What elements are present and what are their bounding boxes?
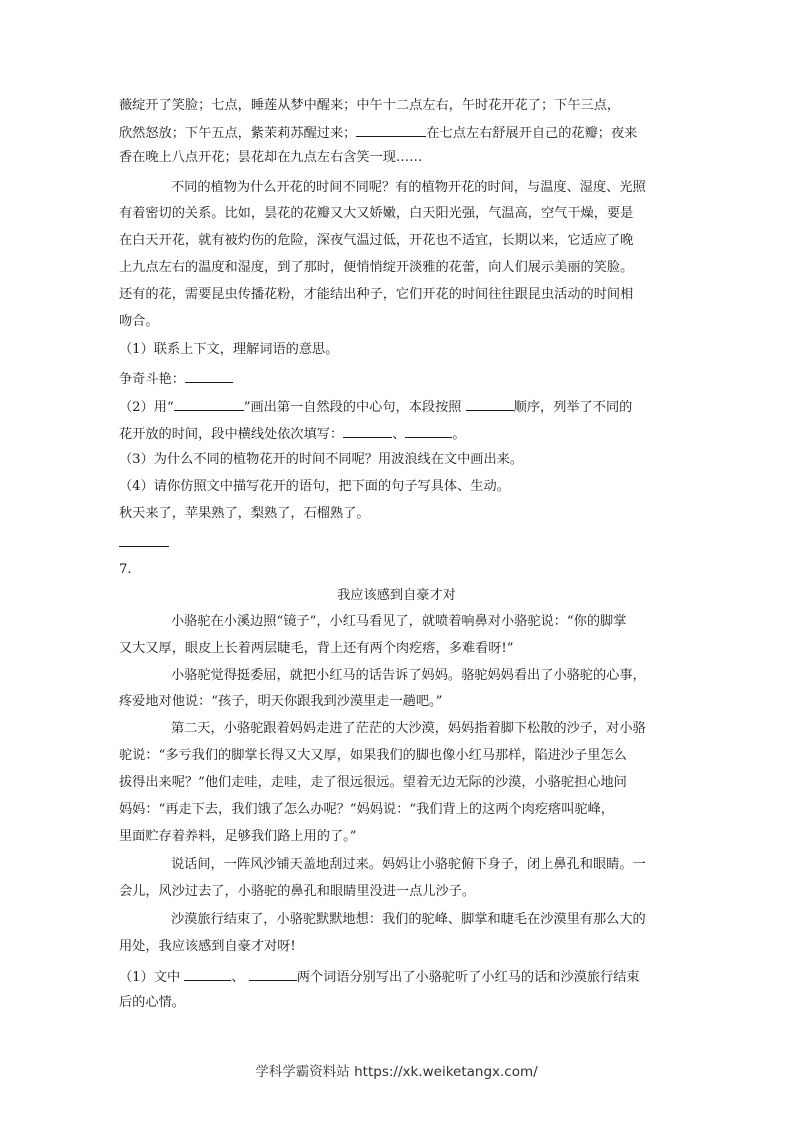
passage-line: 不同的植物为什么开花的时间不同呢？有的植物开花的时间，与温度、湿度、光照	[171, 180, 646, 195]
passage-line: 疼爱地对他说：“孩子，明天你跟我到沙漠里走一趟吧。”	[119, 694, 443, 709]
passage-title: 我应该感到自豪才对	[337, 588, 456, 603]
question-4: （4）请你仿照文中描写花开的语句，把下面的句子写具体、生动。	[119, 479, 510, 494]
passage-line: 驼说：“多亏我们的脚掌长得又大又厚，如果我们的脚也像小红马那样，陷进沙子里怎么	[119, 748, 627, 763]
answer-blank[interactable]	[356, 122, 426, 137]
passage-line: 吻合。	[119, 314, 159, 329]
passage-line: 小骆驼觉得挺委屈，就把小红马的话告诉了妈妈。骆驼妈妈看出了小骆驼的心事，	[171, 668, 646, 683]
passage-line: 还有的花，需要昆虫传播花粉，才能结出种子，它们开花的时间往往跟昆虫活动的时间相	[119, 287, 634, 302]
question-1: （1）文中 、 两个词语分别写出了小骆驼听了小红马的话和沙漠旅行结束	[119, 966, 640, 986]
question-2-line2: 花开放的时间，段中横线处依次填写： 、 。	[119, 423, 466, 443]
answer-blank[interactable]	[184, 966, 231, 981]
question-2: （2）用“ ”画出第一自然段的中心句，本段按照 顺序，列举了不同的	[119, 396, 632, 416]
passage-line: 沙漠旅行结束了，小骆驼默默地想：我们的驼峰、脚掌和睫毛在沙漠里有那么大的	[171, 912, 646, 927]
passage-line: 欣然怒放；下午五点，紫茉莉苏醒过来； 在七点左右舒展开自己的花瓣；夜来	[119, 122, 637, 142]
answer-blank[interactable]	[174, 396, 244, 411]
question-4-sentence: 秋天来了，苹果熟了，梨熟了，石榴熟了。	[119, 506, 370, 521]
question-1: （1）联系上下文，理解词语的意思。	[119, 342, 339, 357]
passage-line: 里面贮存着养料，足够我们路上用的了。”	[119, 829, 357, 844]
passage-line: 在白天开花，就有被灼伤的危险，深夜气温过低，开花也不适宜，长期以来，它适应了晚	[119, 233, 634, 248]
answer-blank[interactable]	[405, 423, 452, 438]
passage-line: 拔得出来呢？”他们走哇，走哇，走了很远很远。望着无边无际的沙漠，小骆驼担心地问	[119, 775, 627, 790]
passage-line: 有着密切的关系。比如，昙花的花瓣又大又娇嫩，白天阳光强，气温高，空气干燥，要是	[119, 206, 634, 221]
answer-blank[interactable]	[249, 966, 297, 981]
question-number: 7.	[119, 562, 132, 577]
passage-line: 用处，我应该感到自豪才对呀!	[119, 939, 296, 954]
passage-line: 香在晚上八点开花；昙花却在九点左右含笑一现……	[119, 150, 423, 165]
passage-line: 上九点左右的温度和湿度，到了那时，便悄悄绽开淡雅的花蕾，向人们展示美丽的笑脸。	[119, 260, 634, 275]
answer-blank[interactable]	[185, 368, 233, 383]
question-1-line2: 后的心情。	[119, 995, 185, 1010]
footer-watermark: 学科学霸资料站 https://xk.weiketangx.com/	[255, 1064, 538, 1080]
answer-blank[interactable]	[343, 423, 392, 438]
question-1-answer: 争奇斗艳：	[119, 368, 233, 388]
passage-line: 会儿，风沙过去了，小骆驼的鼻孔和眼睛里没进一点儿沙子。	[119, 884, 476, 899]
passage-line: 妈妈：“再走下去，我们饿了怎么办呢？”妈妈说：“我们背上的这两个肉疙瘩叫驼峰，	[119, 802, 614, 817]
passage-line: 第二天，小骆驼跟着妈妈走进了茫茫的大沙漠，妈妈指着脚下松散的沙子，对小骆	[171, 721, 646, 736]
passage-line: 说话间，一阵风沙铺天盖地刮过来。妈妈让小骆驼俯下身子，闭上鼻孔和眼睛。一	[171, 857, 646, 872]
passage-line: 又大又厚，眼皮上长着两层睫毛，背上还有两个肉疙瘩，多难看呀!”	[119, 641, 514, 656]
passage-line: 小骆驼在小溪边照“镜子”，小红马看见了，就喷着响鼻对小骆驼说：“你的脚掌	[171, 614, 627, 629]
answer-line[interactable]	[119, 546, 169, 547]
answer-blank[interactable]	[466, 396, 514, 411]
question-3: （3）为什么不同的植物花开的时间不同呢？用波浪线在文中画出来。	[119, 452, 524, 467]
passage-line: 薇绽开了笑脸；七点，睡莲从梦中醒来；中午十二点左右，午时花开花了；下午三点，	[119, 98, 621, 113]
